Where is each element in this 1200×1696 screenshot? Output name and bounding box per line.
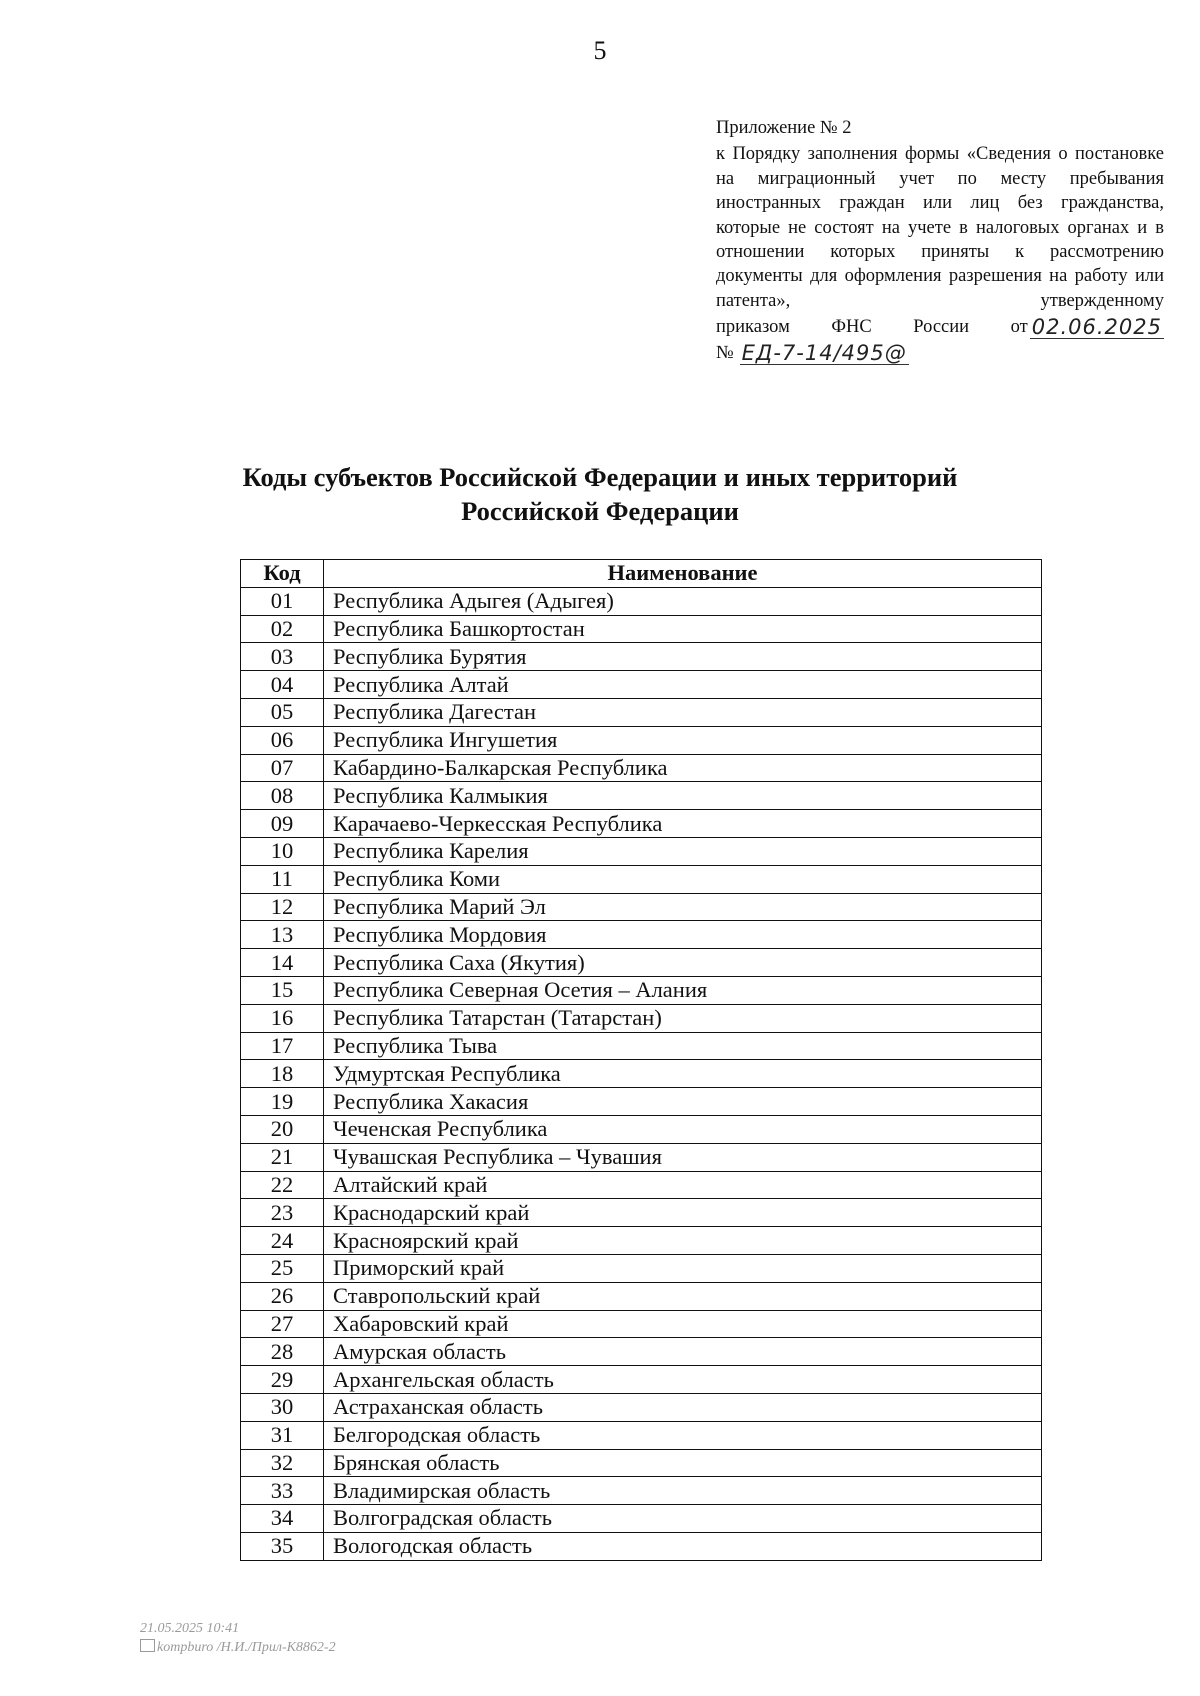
table-row [241, 1199, 1042, 1227]
region-name: Волгоградская область [324, 1505, 1042, 1533]
region-name: Архангельская область [324, 1366, 1042, 1394]
title-line-2: Российской Федерации [461, 496, 739, 526]
region-code: 17 [241, 1032, 324, 1060]
table-row [241, 1338, 1042, 1366]
region-name: Краснодарский край [324, 1199, 1042, 1227]
region-name: Алтайский край [324, 1171, 1042, 1199]
table-row [241, 1115, 1042, 1143]
region-code: 08 [241, 782, 324, 810]
header-code: Код [241, 560, 324, 588]
table-row [241, 643, 1042, 671]
region-name: Республика Башкортостан [324, 615, 1042, 643]
table-row [241, 837, 1042, 865]
region-code: 25 [241, 1254, 324, 1282]
region-name: Вологодская область [324, 1532, 1042, 1560]
table-row [241, 810, 1042, 838]
document-title [0, 460, 1200, 528]
table-row [241, 1449, 1042, 1477]
region-name: Республика Дагестан [324, 698, 1042, 726]
region-code: 32 [241, 1449, 324, 1477]
region-name: Республика Марий Эл [324, 893, 1042, 921]
table-row [241, 893, 1042, 921]
region-code: 34 [241, 1505, 324, 1533]
table-header-row [241, 560, 1042, 588]
region-name: Республика Алтай [324, 671, 1042, 699]
table-row [241, 1393, 1042, 1421]
region-name: Республика Калмыкия [324, 782, 1042, 810]
order-number-handwritten: ЕД-7-14/495@ [741, 341, 907, 366]
table-row [241, 1532, 1042, 1560]
region-name: Кабардино-Балкарская Республика [324, 754, 1042, 782]
region-name: Республика Северная Осетия – Алания [324, 976, 1042, 1004]
table-row [241, 1032, 1042, 1060]
order-number-label: № [716, 342, 734, 363]
table-body [241, 587, 1042, 1560]
region-name: Республика Хакасия [324, 1088, 1042, 1116]
table-row [241, 1088, 1042, 1116]
region-code: 20 [241, 1115, 324, 1143]
header-name: Наименование [324, 560, 1042, 588]
region-code: 04 [241, 671, 324, 699]
region-code: 14 [241, 949, 324, 977]
title-line-1: Коды субъектов Российской Федерации и иных территорий [242, 462, 958, 492]
region-code: 15 [241, 976, 324, 1004]
order-date-handwritten: 02.06.2025 [1031, 315, 1162, 340]
stamp-path: kompburo /Н.И./Прил-К8862-2 [157, 1640, 336, 1655]
table-row [241, 782, 1042, 810]
print-stamp [140, 1619, 336, 1657]
order-prefix [716, 315, 1030, 339]
region-name: Ставропольский край [324, 1282, 1042, 1310]
region-name: Приморский край [324, 1254, 1042, 1282]
region-code: 19 [241, 1088, 324, 1116]
table-row [241, 1282, 1042, 1310]
region-name: Республика Адыгея (Адыгея) [324, 587, 1042, 615]
appendix-body: к Порядку заполнения формы «Сведения о постановке на миграционный учет по месту пребывания иностранных граждан или лиц без гражданства, которые не состоят на учете в налоговых органах и в отношении которых приняты к рассмотрению документы для оформления разрешения на работу или патента», утвержденному [716, 144, 1164, 311]
table-row [241, 976, 1042, 1004]
table-row [241, 1505, 1042, 1533]
table-row [241, 726, 1042, 754]
table-row [241, 1421, 1042, 1449]
region-code: 24 [241, 1227, 324, 1255]
region-code: 21 [241, 1143, 324, 1171]
order-word: ФНС [831, 316, 872, 337]
region-code: 10 [241, 837, 324, 865]
table-row [241, 921, 1042, 949]
table-row [241, 865, 1042, 893]
region-code: 12 [241, 893, 324, 921]
region-code: 05 [241, 698, 324, 726]
region-codes-table [240, 559, 1042, 1561]
table-row [241, 1310, 1042, 1338]
region-name: Чеченская Республика [324, 1115, 1042, 1143]
region-code: 02 [241, 615, 324, 643]
stamp-datetime: 21.05.2025 10:41 [140, 1621, 240, 1636]
region-code: 22 [241, 1171, 324, 1199]
region-code: 11 [241, 865, 324, 893]
region-code: 33 [241, 1477, 324, 1505]
region-code: 35 [241, 1532, 324, 1560]
region-name: Астраханская область [324, 1393, 1042, 1421]
region-code: 31 [241, 1421, 324, 1449]
region-name: Республика Татарстан (Татарстан) [324, 1004, 1042, 1032]
table-row [241, 1477, 1042, 1505]
table-row [241, 1004, 1042, 1032]
appendix-block [716, 116, 1164, 365]
region-name: Удмуртская Республика [324, 1060, 1042, 1088]
order-word: России [913, 316, 970, 337]
table-row [241, 1366, 1042, 1394]
region-code: 01 [241, 587, 324, 615]
table-row [241, 615, 1042, 643]
order-word: от [1010, 316, 1028, 337]
region-code: 23 [241, 1199, 324, 1227]
region-name: Республика Карелия [324, 837, 1042, 865]
table-row [241, 1143, 1042, 1171]
region-name: Амурская область [324, 1338, 1042, 1366]
region-name: Карачаево-Черкесская Республика [324, 810, 1042, 838]
region-name: Республика Ингушетия [324, 726, 1042, 754]
table-row [241, 949, 1042, 977]
region-name: Хабаровский край [324, 1310, 1042, 1338]
table-row [241, 671, 1042, 699]
table-row [241, 1227, 1042, 1255]
stamp-path-line [140, 1638, 336, 1657]
region-name: Республика Мордовия [324, 921, 1042, 949]
region-code: 27 [241, 1310, 324, 1338]
order-date-line [716, 313, 1164, 339]
table-row [241, 698, 1042, 726]
region-name: Владимирская область [324, 1477, 1042, 1505]
order-word: приказом [716, 316, 790, 337]
region-name: Республика Тыва [324, 1032, 1042, 1060]
region-code: 30 [241, 1393, 324, 1421]
region-code: 29 [241, 1366, 324, 1394]
region-name: Республика Бурятия [324, 643, 1042, 671]
table-row [241, 1060, 1042, 1088]
region-name: Республика Коми [324, 865, 1042, 893]
region-code: 16 [241, 1004, 324, 1032]
order-number-line [716, 339, 1164, 365]
table-row [241, 1171, 1042, 1199]
table-row [241, 754, 1042, 782]
table-row [241, 587, 1042, 615]
appendix-title: Приложение № 2 [716, 118, 852, 138]
region-code: 09 [241, 810, 324, 838]
page-number: 5 [593, 36, 607, 65]
region-code: 26 [241, 1282, 324, 1310]
region-name: Белгородская область [324, 1421, 1042, 1449]
region-name: Чувашская Республика – Чувашия [324, 1143, 1042, 1171]
region-code: 18 [241, 1060, 324, 1088]
region-code: 07 [241, 754, 324, 782]
printer-icon [140, 1639, 155, 1652]
region-code: 06 [241, 726, 324, 754]
region-name: Республика Саха (Якутия) [324, 949, 1042, 977]
region-code: 13 [241, 921, 324, 949]
table-row [241, 1254, 1042, 1282]
region-code: 03 [241, 643, 324, 671]
region-code: 28 [241, 1338, 324, 1366]
region-name: Брянская область [324, 1449, 1042, 1477]
region-name: Красноярский край [324, 1227, 1042, 1255]
